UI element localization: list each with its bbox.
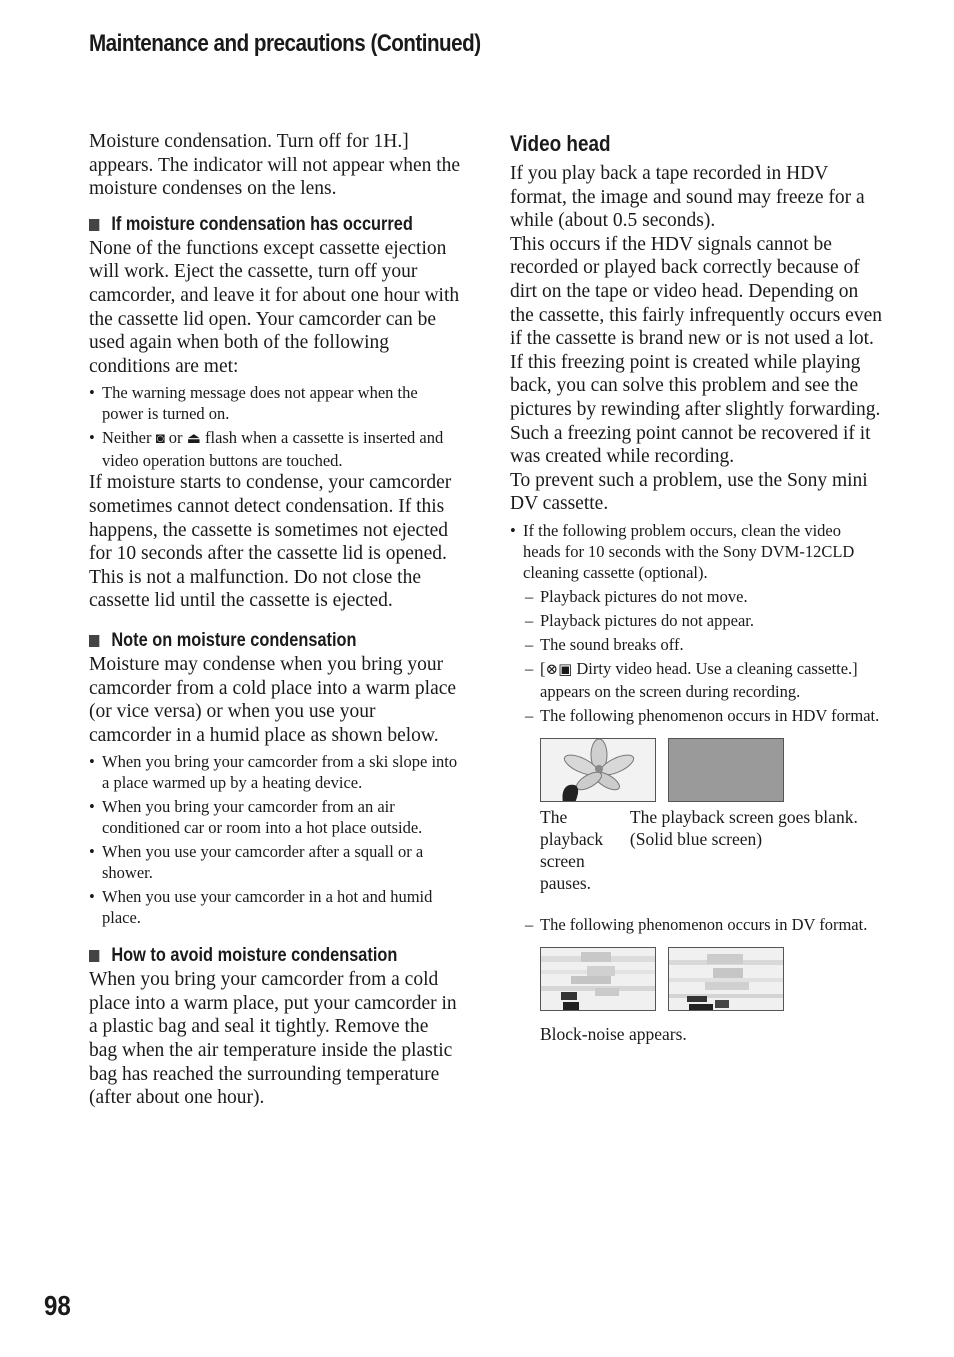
list-item — [525, 658, 882, 702]
section-heading-note-on-condensation — [89, 629, 409, 653]
paragraph: If this freezing point is created while playing back, you can solve this problem and see the pictures by rewinding after slightly forwarding. Such a freezing point cannot be recovered if it was created while recording. — [510, 351, 881, 468]
blank-screen-image — [668, 738, 784, 802]
condensation-indicator-icon: ◙ — [155, 431, 165, 448]
dv-image-caption — [540, 1023, 882, 1045]
list-item-text: or — [168, 428, 183, 448]
situations-list — [89, 751, 461, 928]
block-noise-image — [668, 947, 784, 1011]
list-item: • When you use your camcorder in a hot and humid place. — [89, 886, 461, 928]
list-item: • The warning message does not appear when the power is turned on. — [89, 382, 461, 424]
caption-block-noise: Block-noise appears. — [540, 1023, 687, 1044]
dirty-video-head-icon: ⊗▣ — [545, 661, 573, 678]
list-item: – The following phenomenon occurs in HDV format. — [525, 705, 882, 726]
list-item: • When you bring your camcorder from a ski slope into a place warmed up by a heating device. — [89, 751, 461, 793]
page-header-title: Maintenance and precautions (Continued) — [89, 30, 481, 57]
list-item: • When you use your camcorder after a squall or a shower. — [89, 841, 461, 883]
intro-paragraph: Moisture condensation. Turn off for 1H.] appears. The indicator will not appear when the moisture condenses on the lens. — [89, 131, 461, 200]
flower-illustration — [541, 739, 656, 802]
square-bullet-icon — [89, 219, 99, 231]
list-item: – Playback pictures do not move. — [525, 586, 882, 607]
square-bullet-icon — [89, 635, 99, 647]
hdv-example-images — [540, 738, 882, 802]
paragraph: If moisture starts to condense, your camcorder sometimes cannot detect condensation. If this happens, the cassette is sometimes not ejected for 10 seconds after the cassette lid is opened. This is not a malfunction. Do not close the cassette lid until the cassette is ejected. — [89, 472, 452, 612]
section-heading-condensation-occurred — [89, 213, 413, 237]
heading-text: If moisture condensation has occurred — [111, 213, 413, 235]
cleaning-list — [510, 520, 882, 583]
block-noise-illustration — [669, 948, 784, 1011]
dv-symptom-list — [510, 914, 882, 935]
list-item: • When you bring your camcorder from an air conditioned car or room into a hot place outside. — [89, 796, 461, 838]
caption-pauses: The playback screen pauses. — [540, 806, 604, 893]
left-column — [89, 130, 461, 1110]
eject-icon: ⏏ — [186, 431, 201, 448]
heading-text: Note on moisture condensation — [111, 629, 357, 651]
list-item — [89, 427, 461, 471]
list-item: • If the following problem occurs, clean the video heads for 10 seconds with the Sony DVM-12CLD cleaning cassette (optional). — [510, 520, 882, 583]
paragraph: To prevent such a problem, use the Sony mini DV cassette. — [510, 469, 868, 515]
paragraph: This occurs if the HDV signals cannot be recorded or played back correctly because of dirt on the tape or video head. Depending on the cassette, this fairly infrequently occurs even if the cassette is brand new or is not used a lot. — [510, 233, 882, 350]
list-item: – The sound breaks off. — [525, 634, 882, 655]
list-item: – Playback pictures do not appear. — [525, 610, 882, 631]
block-noise-image — [540, 947, 656, 1011]
paused-flower-image — [540, 738, 656, 802]
list-item-text: Neither — [102, 428, 152, 448]
caption-blank: The playback screen goes blank. (Solid blue screen) — [629, 806, 858, 849]
paragraph: None of the functions except cassette ejection will work. Eject the cassette, turn off your camcorder, and leave it for about one hour with the cassette lid open. Your camcorder can be used again when both of the following conditions are met: — [89, 237, 460, 377]
conditions-list — [89, 382, 461, 471]
paragraph: When you bring your camcorder from a cold place into a warm place, put your camcorder in a plastic bag and seal it tightly. Remove the bag when the air temperature inside the plastic bag has reached the surrounding temperature (after about one hour). — [89, 969, 457, 1109]
page-number: 98 — [44, 1290, 71, 1321]
paragraph: Moisture may condense when you bring your camcorder from a cold place into a warm place (or vice versa) or when you use your camcorder in a humid place as shown below. — [89, 653, 457, 746]
section-heading-video-head: Video head — [510, 131, 611, 156]
paragraph: If you play back a tape recorded in HDV format, the image and sound may freeze for a while (about 0.5 seconds). — [510, 163, 865, 232]
list-item-text: Dirty video head. Use a cleaning cassette.] appears on the screen during recording. — [540, 658, 858, 701]
symptoms-list — [510, 586, 882, 726]
square-bullet-icon — [89, 950, 99, 962]
right-column — [510, 130, 882, 1045]
dv-example-images — [540, 947, 882, 1011]
list-item: – The following phenomenon occurs in DV format. — [525, 914, 882, 935]
heading-text: How to avoid moisture condensation — [111, 945, 398, 967]
block-noise-illustration — [541, 948, 656, 1011]
section-heading-avoid-condensation — [89, 944, 409, 968]
list-item-text: [ — [540, 658, 546, 678]
hdv-image-captions — [540, 806, 882, 894]
list-item-text: flash when a cassette is inserted and video operation buttons are touched. — [102, 428, 444, 471]
